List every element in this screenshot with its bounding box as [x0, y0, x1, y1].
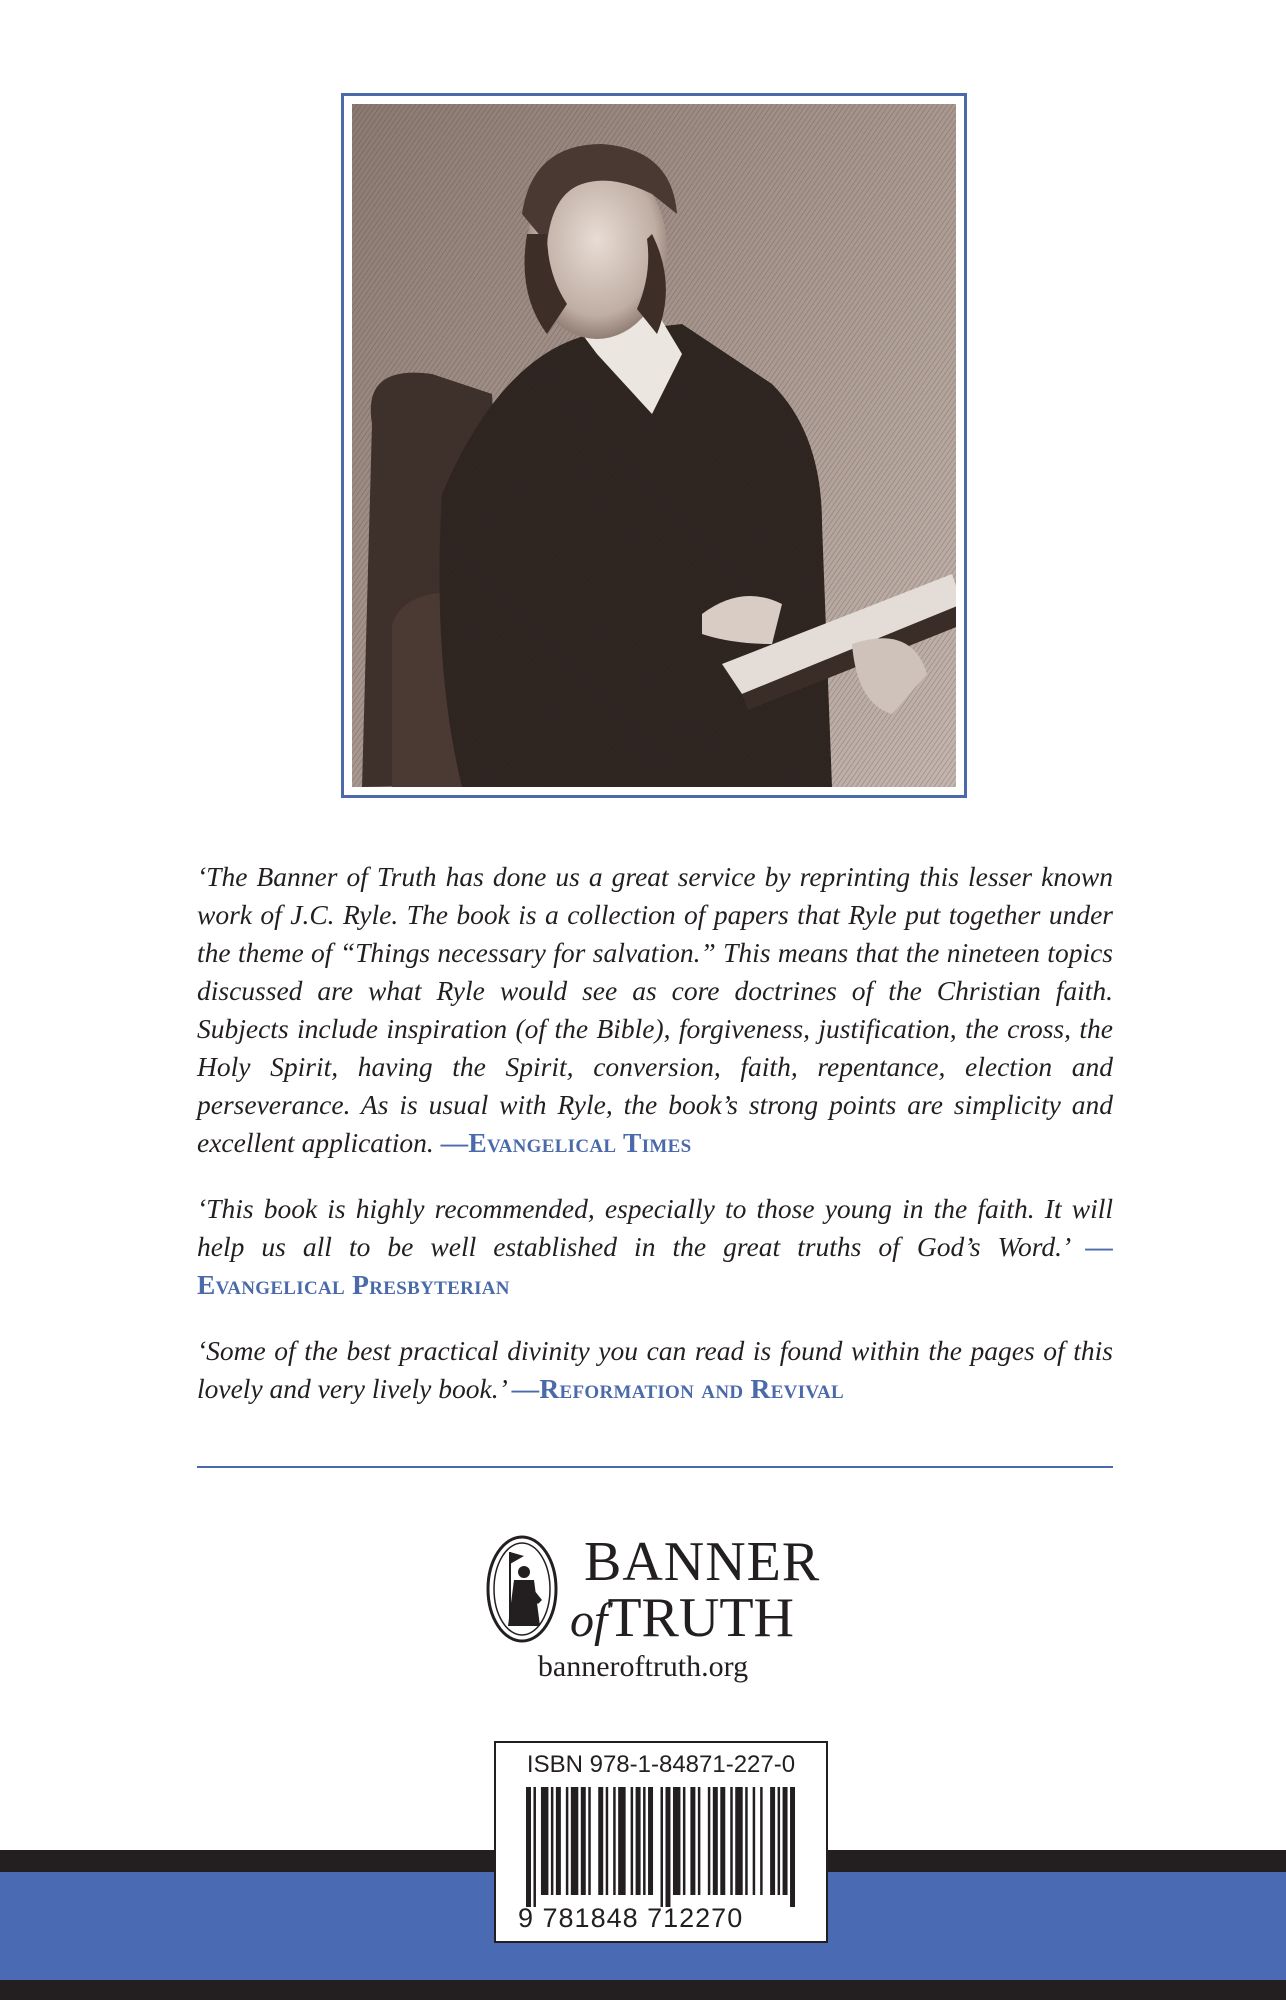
barcode-bar — [588, 1787, 590, 1895]
barcode-bar — [566, 1787, 568, 1895]
barcode-bar — [598, 1787, 603, 1895]
barcode-bar — [730, 1787, 732, 1895]
barcode-bar — [713, 1787, 718, 1895]
barcode-bar — [720, 1787, 725, 1895]
publisher-logo — [484, 1531, 844, 1649]
barcode-bar — [673, 1787, 680, 1895]
barcode-bar — [760, 1787, 762, 1895]
banner-figure-icon — [484, 1534, 560, 1644]
isbn-number: ISBN 978-1-84871-227-0 — [526, 1751, 796, 1778]
barcode-bar — [790, 1787, 795, 1907]
barcode-bar — [636, 1787, 641, 1895]
logo-of-text: of — [570, 1594, 608, 1647]
barcode-bar — [556, 1787, 561, 1895]
barcode-bar — [648, 1787, 653, 1895]
logo-truth-line — [570, 1587, 794, 1649]
author-portrait-engraving — [352, 104, 956, 787]
barcode-bar — [770, 1787, 775, 1895]
barcode-bar — [665, 1787, 670, 1907]
barcode-bar — [606, 1787, 608, 1895]
barcode-bar — [778, 1787, 780, 1895]
barcode-bar — [690, 1787, 695, 1895]
barcode-bar — [571, 1787, 578, 1895]
barcode-bars — [526, 1787, 800, 1907]
barcode-bar — [643, 1787, 645, 1895]
quote-text: ‘The Banner of Truth has done us a great service by reprinting this lesser known work of J.C. Ryle. The book is a collection of papers that Ryle put together under the theme of “Things necessary for salvation.” This means that the nineteen topics discussed are what Ryle would see as core doctrines of the Christian faith. Subjects include inspiration (of the Bible), forgiveness, justification, the cross, the Holy Spirit, having the Spirit, conversion, faith, repentance, election and perseverance. As is usual with Ryle, the book’s strong points are simplicity and excellent application. — [197, 861, 1113, 1158]
quote-source: —Evangelical Presbyterian — [197, 1231, 1113, 1300]
quote-2 — [197, 1190, 1113, 1304]
barcode-bar — [745, 1787, 747, 1895]
barcode-bar — [698, 1787, 700, 1895]
portrait-frame — [341, 93, 967, 798]
barcode-bar — [631, 1787, 633, 1895]
barcode-bar — [753, 1787, 755, 1895]
barcode-bar — [661, 1787, 663, 1907]
barcode-bar — [708, 1787, 710, 1895]
barcode-bar — [526, 1787, 531, 1907]
barcode-bar — [683, 1787, 685, 1895]
barcode-bar — [541, 1787, 548, 1895]
quote-source: —Evangelical Times — [440, 1127, 692, 1158]
quote-text: ‘This book is highly recommended, especially to those young in the faith. It will help us all to be well established in the great truths of God’s Word.’ — [197, 1193, 1113, 1262]
barcode-bar — [735, 1787, 742, 1895]
barcode-digits: 9 781848 712270 — [518, 1903, 744, 1933]
barcode-bar — [533, 1787, 535, 1907]
barcode-bar — [551, 1787, 553, 1895]
bottom-band — [0, 1980, 1286, 2000]
isbn-barcode — [494, 1741, 828, 1943]
barcode-bar — [618, 1787, 625, 1895]
quote-source: —Reformation and Revival — [511, 1373, 844, 1404]
logo-banner-text: BANNER — [584, 1531, 821, 1593]
publisher-website: banneroftruth.org — [537, 1650, 749, 1683]
quote-1 — [197, 858, 1113, 1162]
barcode-bar — [581, 1787, 586, 1895]
barcode-bar — [783, 1787, 788, 1895]
barcode-bar — [613, 1787, 615, 1895]
quote-text: ‘Some of the best practical divinity you can read is found within the pages of this lovely and very lively book.’ — [197, 1335, 1113, 1404]
logo-truth-text: TRUTH — [607, 1587, 794, 1649]
divider — [197, 1466, 1113, 1468]
quote-3 — [197, 1332, 1113, 1408]
review-quotes — [197, 858, 1113, 1436]
